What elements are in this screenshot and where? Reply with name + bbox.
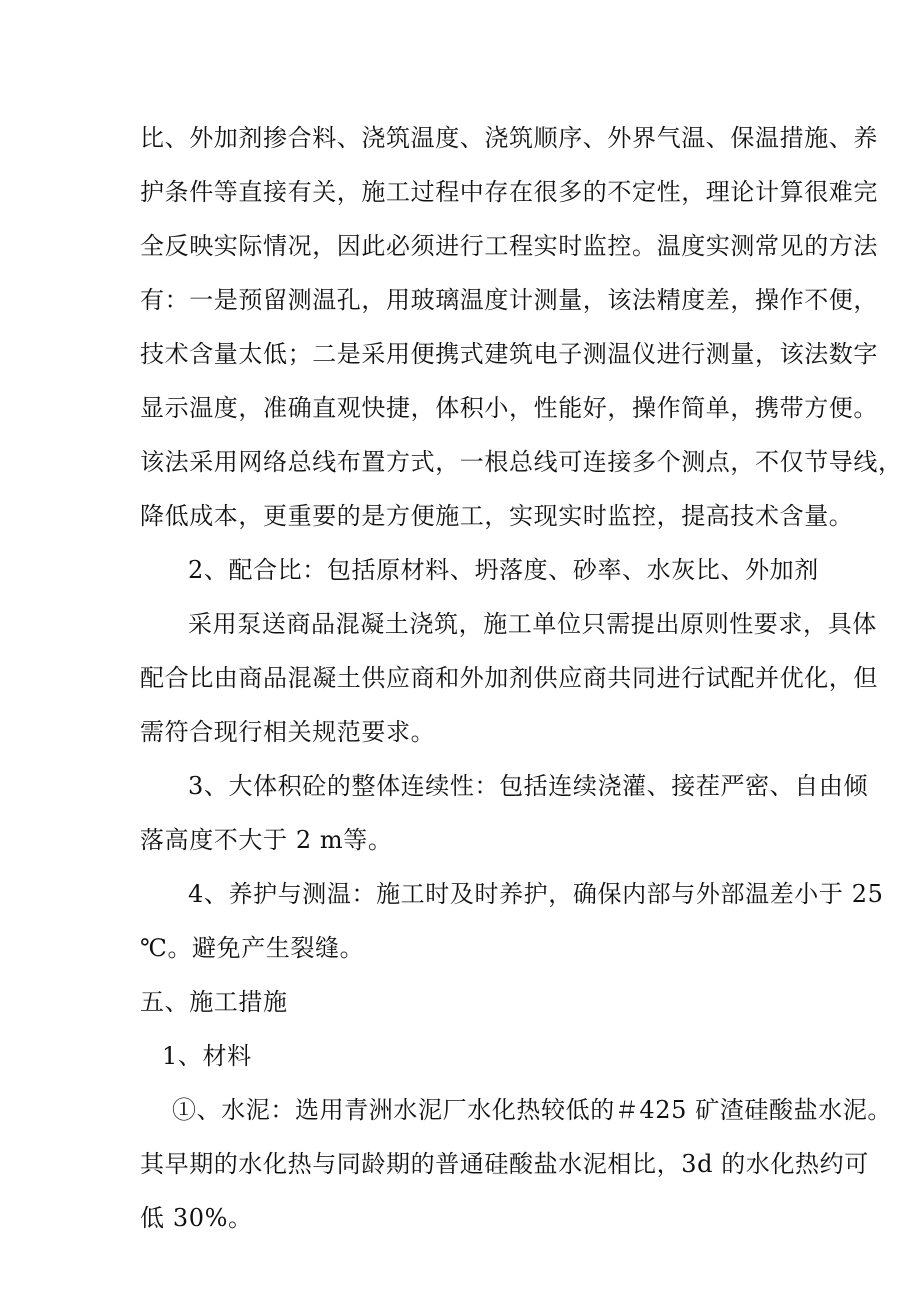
section-heading: 4、养护与测温：施工时及时养护，确保内部与外部温差小于 25 xyxy=(188,880,884,908)
text-line: 降低成本，更重要的是方便施工，实现实时监控，提高技术含量。 xyxy=(140,502,854,530)
text-line: 护条件等直接有关，施工过程中存在很多的不定性，理论计算很难完 xyxy=(140,178,878,206)
section-heading: 2、配合比：包括原材料、坍落度、砂率、水灰比、外加剂 xyxy=(188,556,819,584)
text-line: ℃。避免产生裂缝。 xyxy=(140,934,365,962)
text-line: 其早期的水化热与同龄期的普通硅酸盐水泥相比，3d 的水化热约可 xyxy=(140,1150,869,1178)
text-line: 低 30%。 xyxy=(140,1204,253,1232)
text-line: 采用泵送商品混凝土浇筑，施工单位只需提出原则性要求，具体 xyxy=(188,610,877,638)
text-line: 有：一是预留测温孔，用玻璃温度计测量，该法精度差，操作不便， xyxy=(140,286,878,314)
text-line: 显示温度，准确直观快捷，体积小，性能好，操作简单，携带方便。 xyxy=(140,394,878,422)
text-line: 该法采用网络总线布置方式，一根总线可连接多个测点，不仅节导线， xyxy=(140,448,903,476)
text-line: 技术含量太低；二是采用便携式建筑电子测温仪进行测量，该法数字 xyxy=(140,340,878,368)
text-line: 全反映实际情况，因此必须进行工程实时监控。温度实测常见的方法 xyxy=(140,232,878,260)
text-line: 配合比由商品混凝土供应商和外加剂供应商共同进行试配并优化，但 xyxy=(140,664,878,692)
text-line: 需符合现行相关规范要求。 xyxy=(140,718,436,746)
text-line: 比、外加剂掺合料、浇筑温度、浇筑顺序、外界气温、保温措施、养 xyxy=(140,124,878,152)
text-line: 落高度不大于 2 m等。 xyxy=(140,826,393,854)
section-heading: 3、大体积砼的整体连续性：包括连续浇灌、接茬严密、自由倾 xyxy=(188,772,869,800)
text-line: ①、水泥：选用青洲水泥厂水化热较低的＃425 矿渣硅酸盐水泥。 xyxy=(172,1096,893,1124)
chapter-heading: 五、施工措施 xyxy=(140,988,288,1016)
subsection-heading: 1、材料 xyxy=(162,1042,252,1070)
